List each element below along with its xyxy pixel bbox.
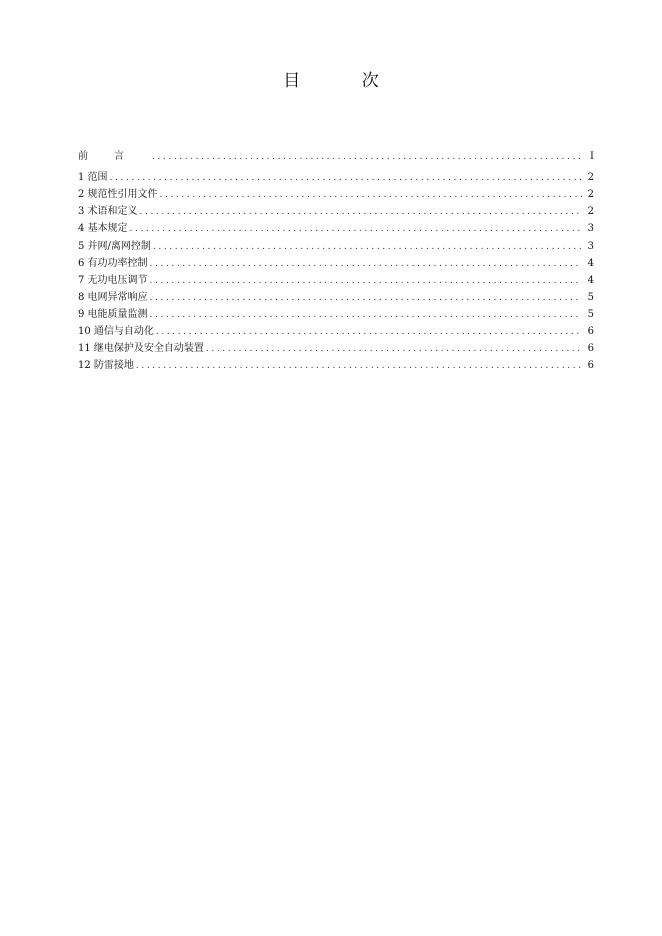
toc-dot-leader	[150, 258, 582, 270]
toc-dot-leader	[153, 241, 582, 253]
toc-entry-foreword[interactable]	[78, 146, 594, 163]
toc-page-number: 2	[587, 206, 594, 218]
toc-entry-12[interactable]	[78, 355, 594, 372]
toc-entry-5[interactable]	[78, 235, 594, 252]
toc-entry-label: 12 防雷接地	[78, 360, 134, 372]
toc-dot-leader	[130, 223, 582, 235]
toc-entry-label: 5 并网/离网控制	[78, 240, 151, 252]
toc-page-number: 6	[587, 343, 594, 355]
toc-entry-9[interactable]	[78, 304, 594, 321]
toc-page-number: 3	[587, 223, 594, 235]
toc-entry-6[interactable]	[78, 253, 594, 270]
toc-dot-leader	[152, 151, 582, 163]
toc-title: 目 次	[283, 71, 407, 91]
toc-entry-label: 6 有功功率控制	[78, 257, 148, 269]
toc-entry-label: 11 继电保护及安全自动装置	[78, 343, 204, 355]
toc-dot-leader	[156, 326, 582, 338]
toc-page-number: 2	[587, 172, 594, 184]
toc-entry-8[interactable]	[78, 287, 594, 304]
toc-page-number: 6	[587, 360, 594, 372]
toc-page-number: 2	[587, 189, 594, 201]
toc-page-number: 4	[587, 274, 594, 286]
toc-entry-1[interactable]	[78, 167, 594, 184]
table-of-contents	[78, 146, 594, 372]
toc-entry-4[interactable]	[78, 218, 594, 235]
toc-page-number: 3	[587, 240, 594, 252]
toc-entry-11[interactable]	[78, 338, 594, 355]
toc-page-number: 6	[587, 326, 594, 338]
toc-entry-3[interactable]	[78, 201, 594, 218]
toc-dot-leader	[160, 189, 582, 201]
toc-entry-label: 2 规范性引用文件	[78, 189, 158, 201]
toc-entry-label: 4 基本规定	[78, 223, 128, 235]
toc-page-number: 4	[587, 257, 594, 269]
toc-dot-leader	[136, 360, 582, 372]
toc-entry-label: 8 电网异常响应	[78, 291, 148, 303]
toc-entry-label: 7 无功电压调节	[78, 274, 148, 286]
toc-entry-label: 10 通信与自动化	[78, 326, 154, 338]
toc-dot-leader	[206, 343, 582, 355]
toc-dot-leader	[150, 275, 582, 287]
toc-dot-leader	[140, 206, 582, 218]
toc-page-number: I	[590, 151, 594, 163]
toc-page-number: 5	[587, 291, 594, 303]
toc-dot-leader	[150, 309, 582, 321]
toc-entry-10[interactable]	[78, 321, 594, 338]
toc-page-number: 5	[587, 308, 594, 320]
toc-entry-label: 3 术语和定义	[78, 206, 138, 218]
toc-entry-label: 1 范围	[78, 172, 108, 184]
toc-entry-label: 前言	[78, 151, 150, 163]
toc-entry-label: 9 电能质量监测	[78, 308, 148, 320]
toc-dot-leader	[110, 172, 582, 184]
toc-entry-7[interactable]	[78, 270, 594, 287]
toc-entry-2[interactable]	[78, 184, 594, 201]
toc-dot-leader	[150, 292, 582, 304]
